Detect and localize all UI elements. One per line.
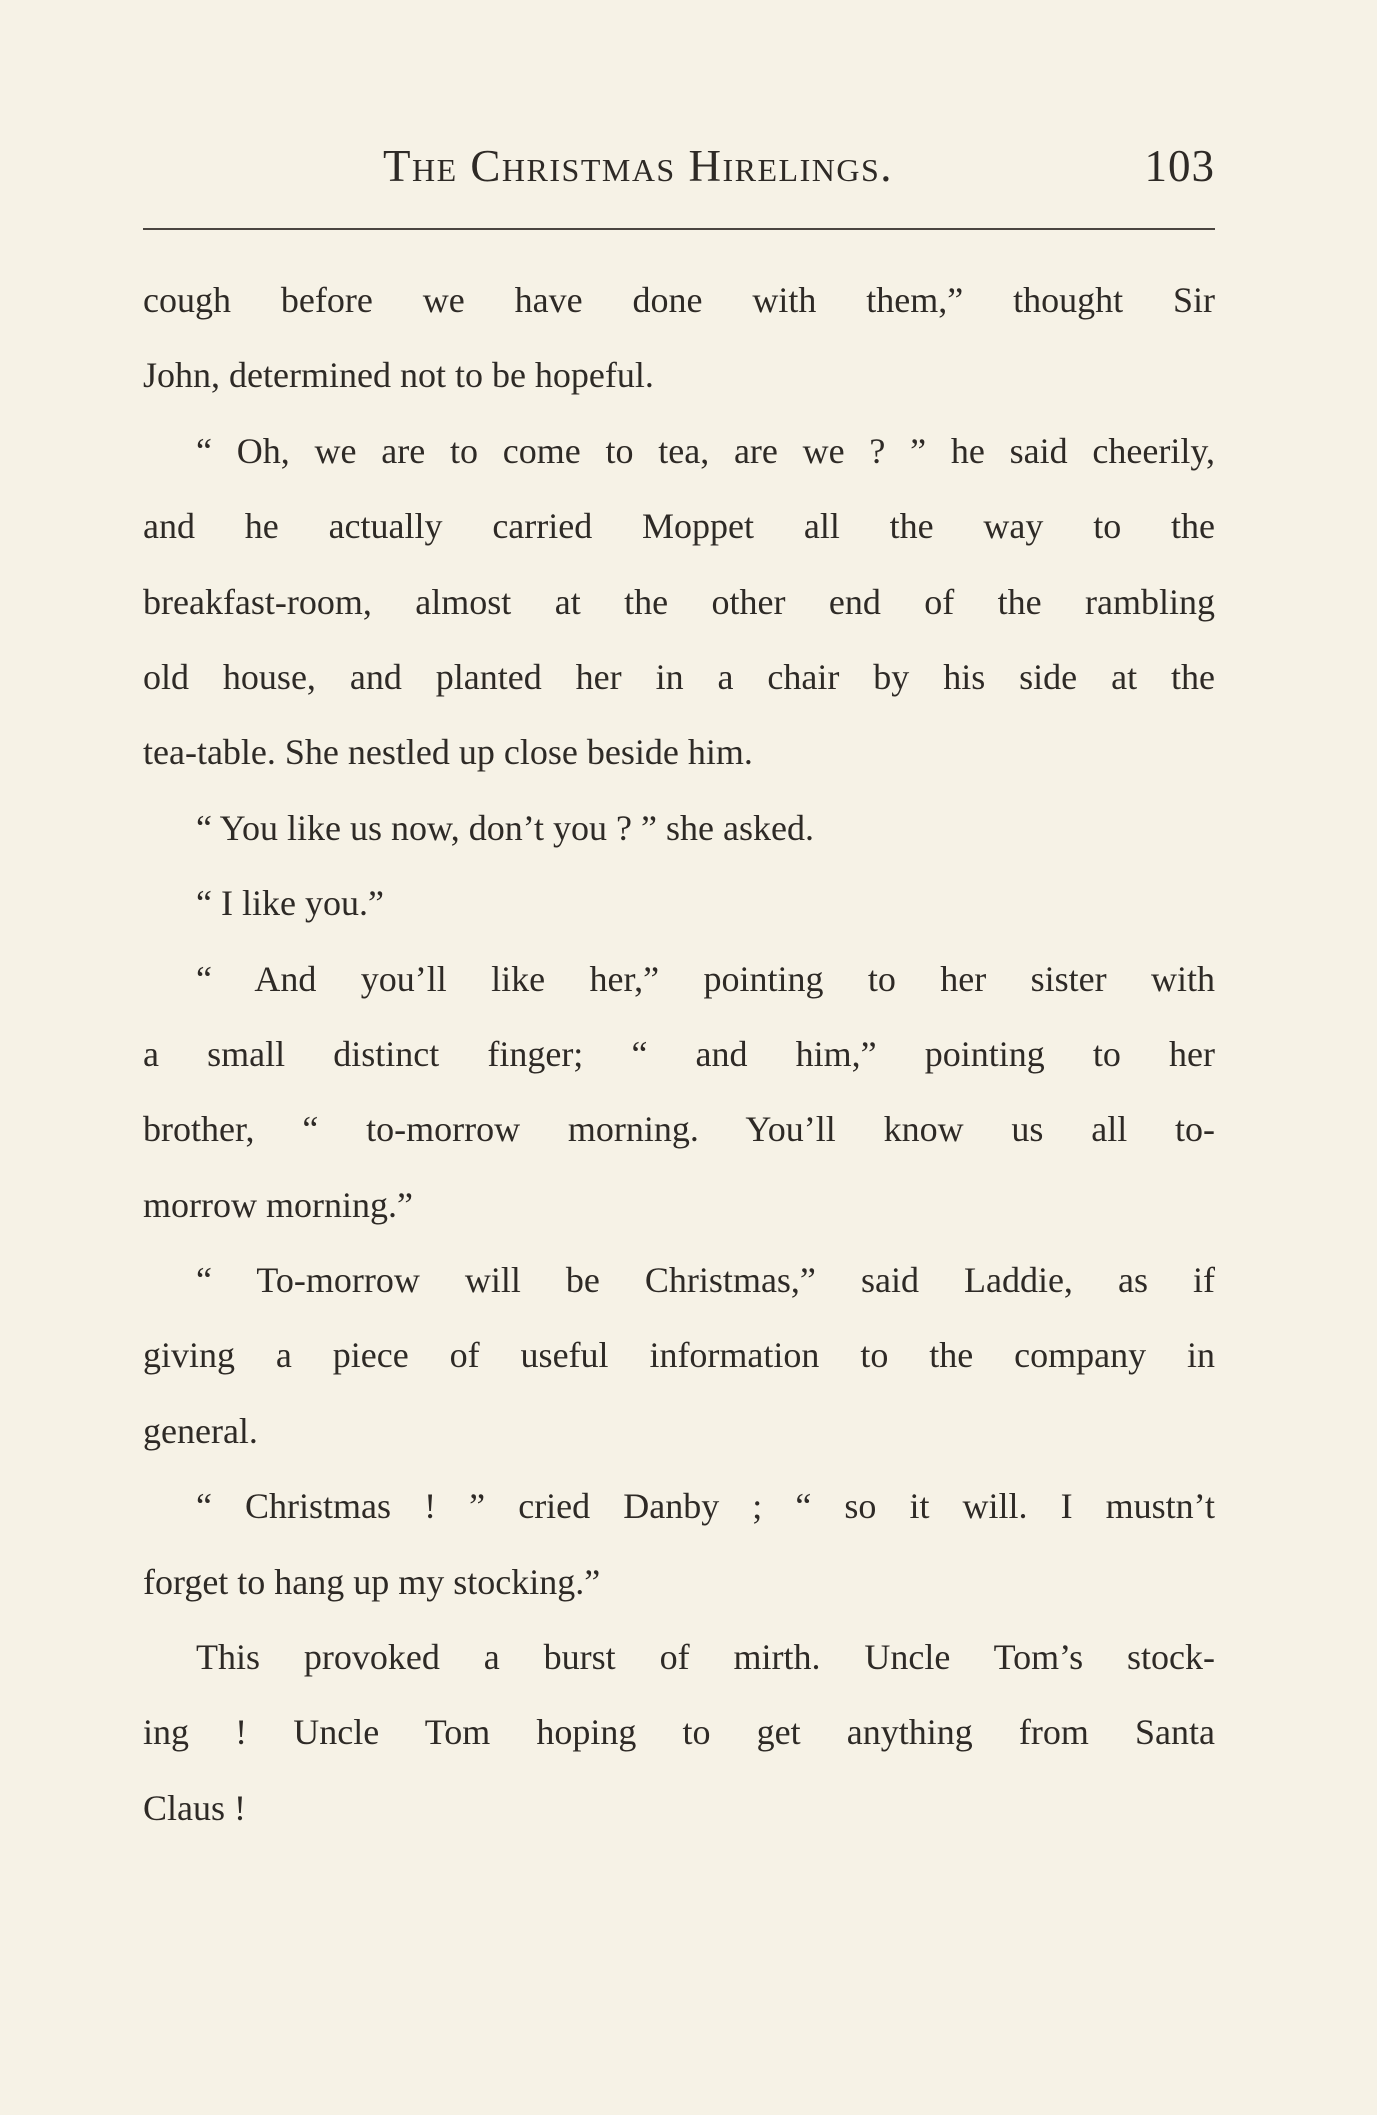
text-line: forget to hang up my stocking.” [143,1561,601,1602]
text-line: tea-table. She nestled up close beside him. [143,732,753,773]
text-line: Claus ! [143,1787,246,1828]
text-line: ing ! Uncle Tom hoping to get anything from Santa [143,1712,1215,1753]
text-line: “ I like you.” [196,883,384,924]
text-line: “ And you’ll like her,” pointing to her sister with [196,958,1215,999]
text-line: cough before we have done with them,” thought Sir [143,280,1215,320]
text-line: “ You like us now, don’t you ? ” she asked. [196,807,814,848]
text-line: John, determined not to be hopeful. [143,355,654,396]
running-title: The Christmas Hirelings. [383,141,893,191]
text-line: and he actually carried Moppet all the way to the [143,506,1215,547]
text-line: brother, “ to-morrow morning. You’ll know us all to- [143,1109,1215,1150]
body-text [143,270,1215,1853]
text-line: This provoked a burst of mirth. Uncle Tom’s stock- [196,1637,1215,1678]
text-line: “ Christmas ! ” cried Danby ; “ so it will. I mustn’t [196,1486,1215,1527]
text-line: “ Oh, we are to come to tea, are we ? ” he said cheerily, [196,430,1215,471]
text-line: breakfast-room, almost at the other end of the rambling [143,581,1215,622]
text-line: “ To-morrow will be Christmas,” said Laddie, as if [196,1260,1215,1301]
text-line: giving a piece of useful information to the company in [143,1335,1215,1376]
header-rule [143,228,1215,230]
running-head [143,140,1215,200]
text-line: a small distinct finger; “ and him,” pointing to her [143,1033,1215,1074]
text-line: old house, and planted her in a chair by his side at the [143,656,1215,697]
text-line: general. [143,1410,258,1451]
text-line: morrow morning.” [143,1184,413,1225]
page-number: 103 [1144,141,1215,191]
